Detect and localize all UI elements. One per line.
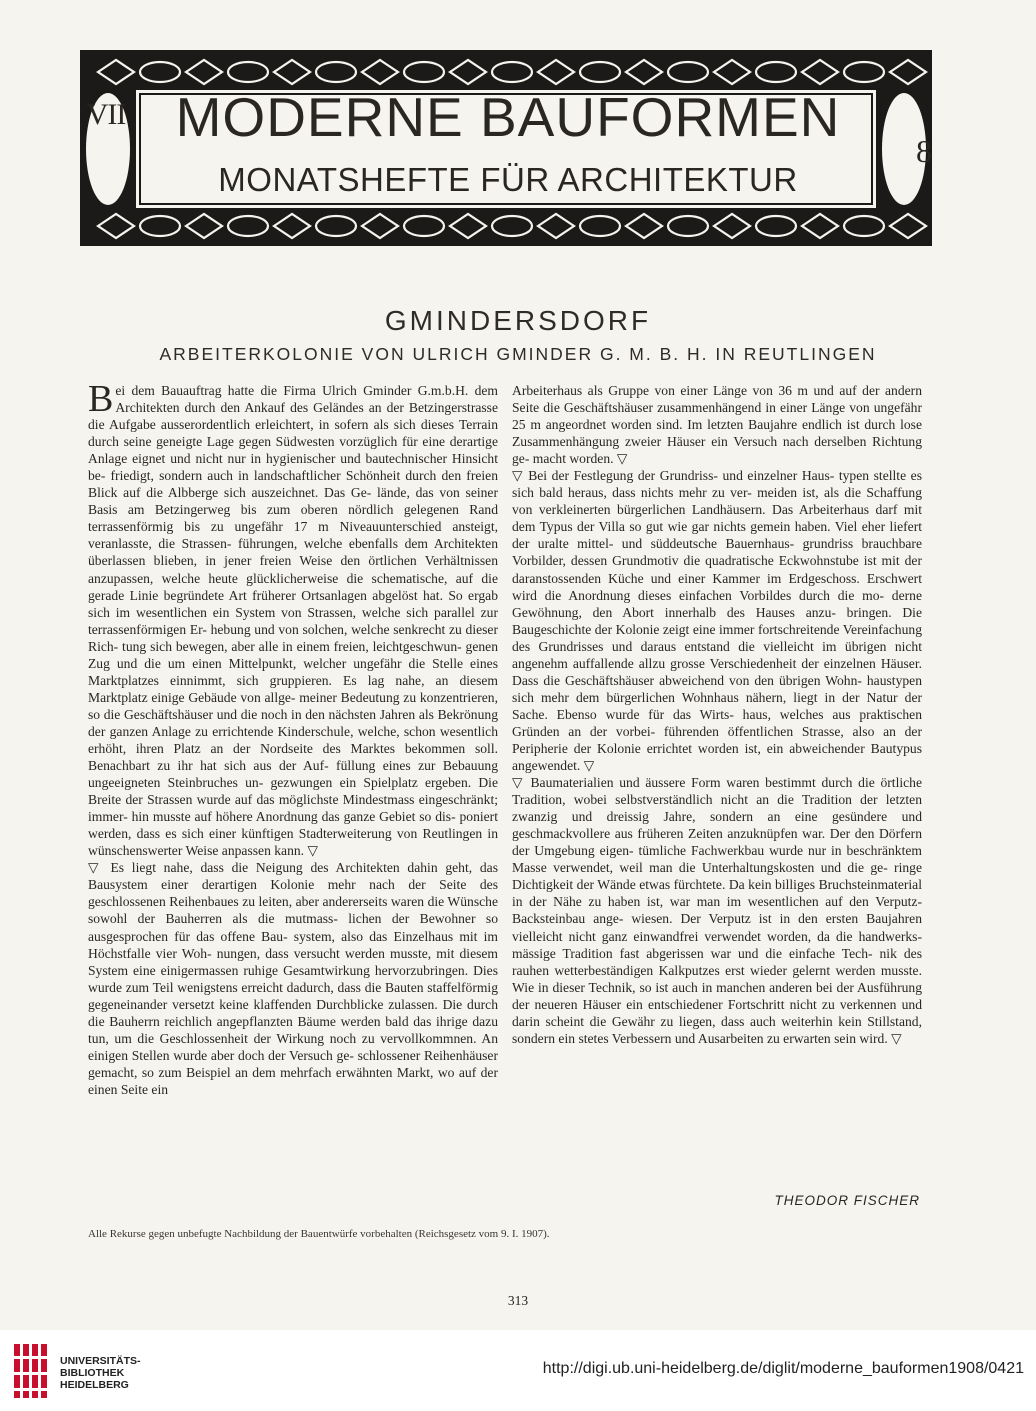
paragraph: Arbeiterhaus als Gruppe von einer Länge von 36 m und auf der andern Seite die Geschäftshäuser zusammenhängend in einer Länge von ungefähr 25 m angeordnet worden sind. Im letzten Baujahre endlich ist durch lose Zusammenhängung zweier Häuser ein Versuch nach derselben Richtung ge- macht worden. ▽ <box>512 383 922 467</box>
author-signature: THEODOR FISCHER <box>774 1193 920 1208</box>
drop-cap: B <box>88 378 114 420</box>
paragraph: ▽ Es liegt nahe, dass die Neigung des Architekten dahin geht, das Bausystem einer derartigen Kolonie mehr nach der Seite des geschlossenen Reihenbaues zu leiten, aber andererseits waren die Wünsche sowohl der Bauherren als die mutmass- lichen der Bewohner so ausgesprochen für das offene Bau- system, also das Einzelhaus mit im Höchstfalle vier Woh- nungen, dass versucht werden musste, mit diesem System eine einigermassen ruhige Gesamtwirkung hervorzubringen. Dies wurde zum Teil wenigstens erreicht dadurch, dass die Bauten staffelförmig gegeneinander versetzt keine klaffenden Durchblicke zulassen. Die durch die Bauherrn reichlich angepflanzten Bäume werden bald das ihrige dazu tun, um die Geschlossenheit der Wirkung noch zu vervollkommnen. An einigen Stellen wurde aber doch der Versuch ge- schlossener Reihenhäuser gemacht, so zum Beispiel an dem mehrfach erwähnten Markt, wo auf der einen Seite ein <box>88 860 498 1097</box>
institution-line: HEIDELBERG <box>60 1379 129 1391</box>
paragraph: ▽ Baumaterialien und äussere Form waren bestimmt durch die örtliche Tradition, wobei selbstverständlich nicht an die Tradition der letzten zwanzig und dreissig Jahre, sondern an eine gesündere und geschmackvollere aus früheren Zeiten anzuknüpfen war. Der den Dörfern der Umgebung eigen- tümliche Fachwerkbau wurde nur in beschränktem Masse verwendet, weil man die Unterhaltungskosten und die ge- ringe Dichtigkeit der Wände etwas fürchtete. Da kein billiges Bruchsteinmaterial in der Nähe zu haben ist, war man im wesentlichen auf den Verputz-Backsteinbau ange- wiesen. Der Verputz ist in den ersten Baujahren vielleicht nicht ganz einwandfrei verwendet worden, da die handwerks- mässige Tradition fast abgerissen war und die einfache Tech- nik des rauhen wetterbeständigen Kalkputzes erst wieder gelernt werden musste. Wie in dieser Technik, so ist auch in manchen anderen bei der Ausführung der neueren Häuser ein entschiedener Fortschritt nicht zu verkennen und darin scheint die Gewähr zu liegen, dass auch weiterhin kein Stillstand, sondern ein stetes Verbessern und Ausarbeiten zu erwarten sein wird. ▽ <box>512 775 922 1046</box>
masthead-banner <box>80 50 932 246</box>
institution-line: BIBLIOTHEK <box>60 1367 125 1379</box>
paragraph <box>88 378 498 859</box>
masthead-ornament <box>80 50 932 246</box>
digitization-footer <box>0 1330 1036 1411</box>
article-title: GMINDERSDORF <box>384 305 652 336</box>
page-number: 313 <box>507 1293 529 1308</box>
issue-number: 8 <box>916 133 932 169</box>
journal-subtitle: MONATSHEFTE FÜR ARCHITEKTUR <box>218 161 798 198</box>
volume-number: VII <box>86 98 126 131</box>
article-subtitle: ARBEITERKOLONIE VON ULRICH GMINDER G. M. B. H. IN REUTLINGEN <box>159 344 877 364</box>
article-column-left <box>88 378 498 1098</box>
source-url-link[interactable]: http://digi.ub.uni-heidelberg.de/diglit/moderne_bauformen1908/0421 <box>542 1360 1024 1377</box>
institution-name <box>60 1355 141 1391</box>
journal-title: MODERNE BAUFORMEN <box>175 86 841 148</box>
paragraph: ▽ Bei der Festlegung der Grundriss- und einzelner Haus- typen stellte es sich bald heraus, dass nichts mehr zu ver- meiden ist, als die Schaffung von verkleinerten bürgerlichen Landhäusern. Das Arbeiterhaus darf mit dem Typus der Villa so gut wie gar nichts gemein haben. Viel eher liefert der uralte mittel- und süddeutsche Bauernhaus- grundriss brauchbare Vorbilder, dessen Grundmotiv die quadratische Eckwohnstube ist mit der daranstossenden Küche und einer Kammer im Erdgeschoss. Erschwert wird die Anordnung dieses einfachen Vorbildes durch die mo- derne Gewöhnung, den Abort innerhalb des Hauses anzu- bringen. Die Baugeschichte der Kolonie zeigt eine immer fortschreitende Vereinfachung des Grundrisses und daraus entstand die vielleicht im übrigen nicht angenehm auffallende allzu grosse Verschiedenheit der einzelnen Häuser. Dass die Geschäftshäuser abweichend von den übrigen Wohn- haustypen sich mehr dem bürgerlichen Wohnhaus nähern, liegt in der Natur der Sache. Ebenso wurde für das Wirts- haus, welches aus praktischen Gründen an der vorbei- führenden öffentlichen Strasse, also an der Peripherie der Kolonie errichtet worden ist, ein abweichender Bautypus angewendet. ▽ <box>512 468 922 774</box>
institution-line: UNIVERSITÄTS- <box>60 1355 141 1367</box>
article-column-right <box>512 382 922 1047</box>
library-logo-icon <box>12 1342 50 1400</box>
paragraph-text: ei dem Bauauftrag hatte die Firma Ulrich Gminder G.m.b.H. dem Architekten durch den Ankauf des Geländes an der Betzingerstrasse die Aufgabe ausserordentlich erleichtert, in sofern als sich dieses Terrain durch seine geneigte Lage gegen Südwesten vorzüglich für eine derartige Anlage eignet und nicht nur in hygienischer und bautechnischer Hinsicht be- friedigt, sondern auch in landschaftlicher Schönheit durch den freien Blick auf die Albberge sich auszeichnet. Das Ge- lände, das von seiner Basis am Betzingerweg bis zum oberen nördlich gelegenen Rand terrassenförmig bis zu ungefähr 17 m Niveauunterschied ansteigt, veranlasste, die Strassen- führungen, welche ebenfalls dem Architekten überlassen blieben, in jener freien Weise den örtlichen Verhältnissen anzupassen, welche heute glücklicherweise die schematische, auf die gerade Linie begründete Art früherer Ortsanlagen abgelöst hat. So ergab sich im wesentlichen ein System von Strassen, welche sich parallel zur terrassenförmigen Er- hebung und von solchen, welche senkrecht zu dieser Rich- tung sich bewegen, aber alle in einem freien, leichtgeschwun- genen Zug und die um einen Mittelpunkt, welcher ungefähr die Stelle eines Marktplatzes einnimmt, sich gruppieren. Es lag nahe, an diesem Marktplatz einige Gebäude von allge- meiner Bedeutung zu konzentrieren, so die Geschäftshäuser und die noch in den nächsten Jahren als Bekrönung der ganzen Anlage zu errichtende Kinderschule, welche, schon wesentlich erhöht, ihren Platz an der Nordseite des Marktes bekommen soll. Benachbart zu ihr hat sich aus der Auf- füllung eines zur Bebauung ungeeigneten Steinbruches un- gezwungen ein Spielplatz ergeben. Die Breite der Strassen wurde auf das möglichste Mindestmass eingeschränkt; immer- hin musste auf höhere Anordnung das ganze Gebiet so dis- poniert werden, dass es sich einer künftigen Stadterweiterung von Reutlingen in wünschenswerter Weise anpassen kann. ▽ <box>88 383 498 859</box>
copyright-footnote: Alle Rekurse gegen unbefugte Nachbildung der Bauentwürfe vorbehalten (Reichsgesetz vom 9. I. 1907). <box>88 1228 550 1240</box>
